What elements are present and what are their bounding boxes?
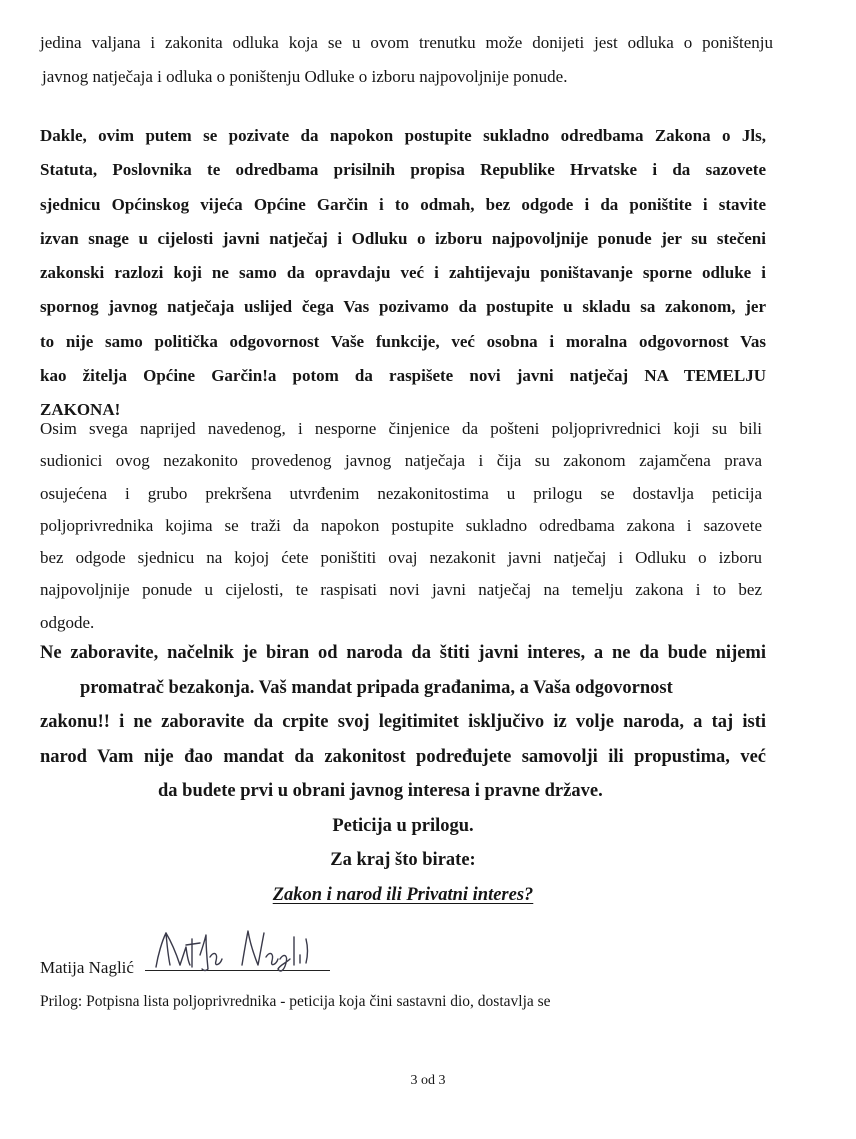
text-line: najpovoljnije ponude u cijelosti, te raspisati novi javni natječaj na temelju zakona i to bez [40,580,762,600]
paragraph-3 [40,420,762,646]
text-line: izvan snage u cijelosti javni natječaj i Odluku o izboru najpovoljnije ponude jer su stečeni [40,228,766,248]
attachment-note: Prilog: Potpisna lista poljoprivrednika - peticija koja čini sastavni dio, dostavlja se [40,993,551,1010]
handwritten-signature-icon [150,925,320,975]
text-line: Dakle, ovim putem se pozivate da napokon postupite sukladno odredbama Zakona o Jls, [40,126,766,145]
text-line: da budete prvi u obrani javnog interesa i pravne države. [158,781,603,801]
text-line: jedina valjana i zakonita odluka koja se u ovom trenutku može donijeti jest odluka o poništenju [40,33,773,52]
text-line: spornog javnog natječaja uslijed čega Vas pozivamo da postupite u skladu sa zakonom, jer [40,297,766,317]
text-line: narod Vam nije đao mandat da zakonitost podređujete samovolji ili propustima, već [40,746,766,767]
text-line: sudionici ovog nezakonito provedenog javnog natječaja i čija su zakonom zajamčena prava [40,451,762,471]
signatory-name: Matija Naglić [40,958,134,977]
page-number: 3 od 3 [410,1073,446,1088]
text-line: zakonski razlozi koji ne samo da opravdaju već i zahtijevaju poništavanje sporne odluke i [40,263,766,283]
text-line: sjednicu Općinskog vijeća Općine Garčin i to odmah, bez odgode i da poništite i stavite [40,194,766,214]
text-line: poljoprivrednika kojima se traži da napokon postupite sukladno odredbama zakona i sazovete [40,515,762,535]
text-line: Osim svega naprijed navedenog, i nesporne činjenice da pošteni poljoprivrednici koji su bili [40,419,762,438]
closing-question-text: Zakon i narod ili Privatni interes? [272,884,534,905]
text-line: kao žitelja Općine Garčin!a potom da raspišete novi javni natječaj NA TEMELJU [40,366,766,386]
text-line: osujećena i grubo prekršena utvrđenim nezakonitostima u prilogu se dostavlja peticija [40,483,762,503]
text-line: Statuta, Poslovnika te odredbama prisilnih propisa Republike Hrvatske i da sazovete [40,160,766,180]
paragraph-1 [40,34,773,102]
text-line: promatrač bezakonja. Vaš mandat pripada građanima, a Vaša odgovornost [80,677,673,698]
text-line: javnog natječaja i odluka o poništenju Odluke o izboru najpovoljnije ponude. [42,67,568,86]
paragraph-2 [40,127,766,436]
closing-question [40,886,766,921]
text-line: odgode. [40,612,95,632]
text-line: Peticija u prilogu. [332,815,474,836]
text-line: Za kraj što birate: [330,850,476,870]
text-line: ZAKONA! [40,400,121,420]
text-line: Ne zaboravite, načelnik je biran od naroda da štiti javni interes, a ne da bude nijemi [40,643,766,663]
text-line: bez odgode sjednicu na kojoj ćete poništiti ovaj nezakonit javni natječaj i Odluku o izboru [40,548,762,568]
text-line: to nije samo politička odgovornost Vaše funkcije, već osobna i moralna odgovornost Vas [40,331,766,351]
paragraph-4 [40,644,766,920]
text-line: zakonu!! i ne zaboravite da crpite svoj legitimitet isključivo iz volje naroda, a taj isti [40,712,766,732]
